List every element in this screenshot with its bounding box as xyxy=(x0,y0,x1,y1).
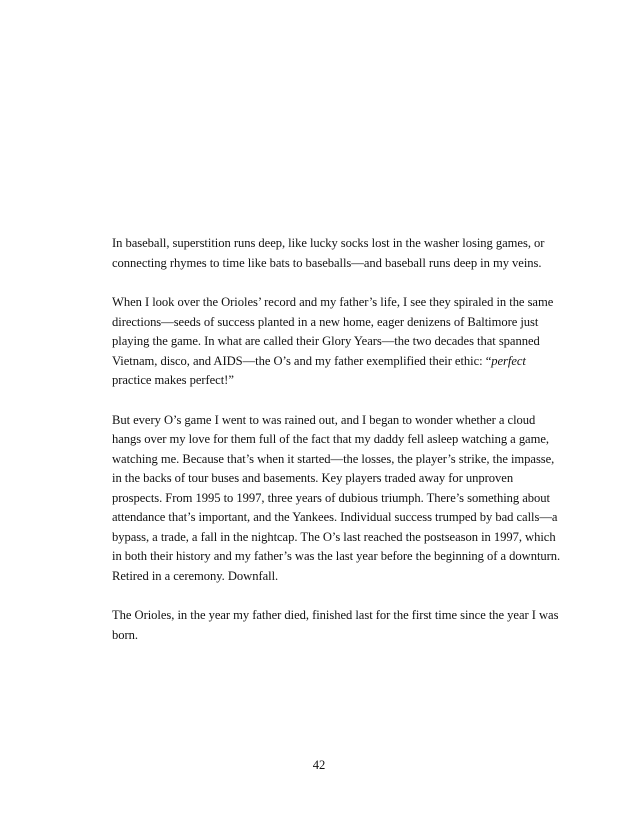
text-line: connecting rhymes to time like bats to baseballs—and baseball runs deep in my veins. xyxy=(112,255,542,270)
text-line: Vietnam, disco, and AIDS—the O’s and my father exemplified their ethic: “ xyxy=(112,353,492,368)
paragraph-3 xyxy=(112,411,564,587)
text-line: bypass, a trade, a fall in the nightcap. The O’s last reached the postseason in 1997, which xyxy=(112,529,556,544)
paragraph-1 xyxy=(112,234,564,273)
text-line: prospects. From 1995 to 1997, three years of dubious triumph. There’s something about xyxy=(112,490,550,505)
paragraph-2 xyxy=(112,293,564,391)
text-line: Retired in a ceremony. Downfall. xyxy=(112,568,279,583)
page-number: 42 xyxy=(312,758,326,772)
text-line: In baseball, superstition runs deep, like lucky socks lost in the washer losing games, or xyxy=(112,236,545,250)
emphasized-word: perfect xyxy=(491,353,526,368)
text-line: practice makes perfect!” xyxy=(112,373,234,387)
text-line: The Orioles, in the year my father died, finished last for the first time since the year I was xyxy=(112,608,559,622)
text-line: in the backs of tour buses and basements. Key players traded away for unproven xyxy=(112,471,514,485)
text-line: born. xyxy=(112,627,138,642)
text-line: When I look over the Orioles’ record and my father’s life, I see they spiraled in the same xyxy=(112,295,554,309)
text-line: But every O’s game I went to was rained out, and I began to wonder whether a cloud xyxy=(112,412,536,427)
body-text xyxy=(112,234,564,665)
text-line: directions—seeds of success planted in a new home, eager denizens of Baltimore just xyxy=(112,314,539,329)
text-line: hangs over my love for them full of the fact that my daddy fell asleep watching a game, xyxy=(112,432,549,446)
text-line: playing the game. In what are called their Glory Years—the two decades that spanned xyxy=(112,334,540,348)
text-line: watching me. Because that’s when it started—the losses, the player’s strike, the impasse, xyxy=(112,451,555,466)
text-line: attendance that’s important, and the Yankees. Individual success trumped by bad calls—a xyxy=(112,510,558,524)
text-line: in both their history and my father’s was the last year before the beginning of a downturn. xyxy=(112,549,561,563)
paragraph-4 xyxy=(112,606,564,645)
